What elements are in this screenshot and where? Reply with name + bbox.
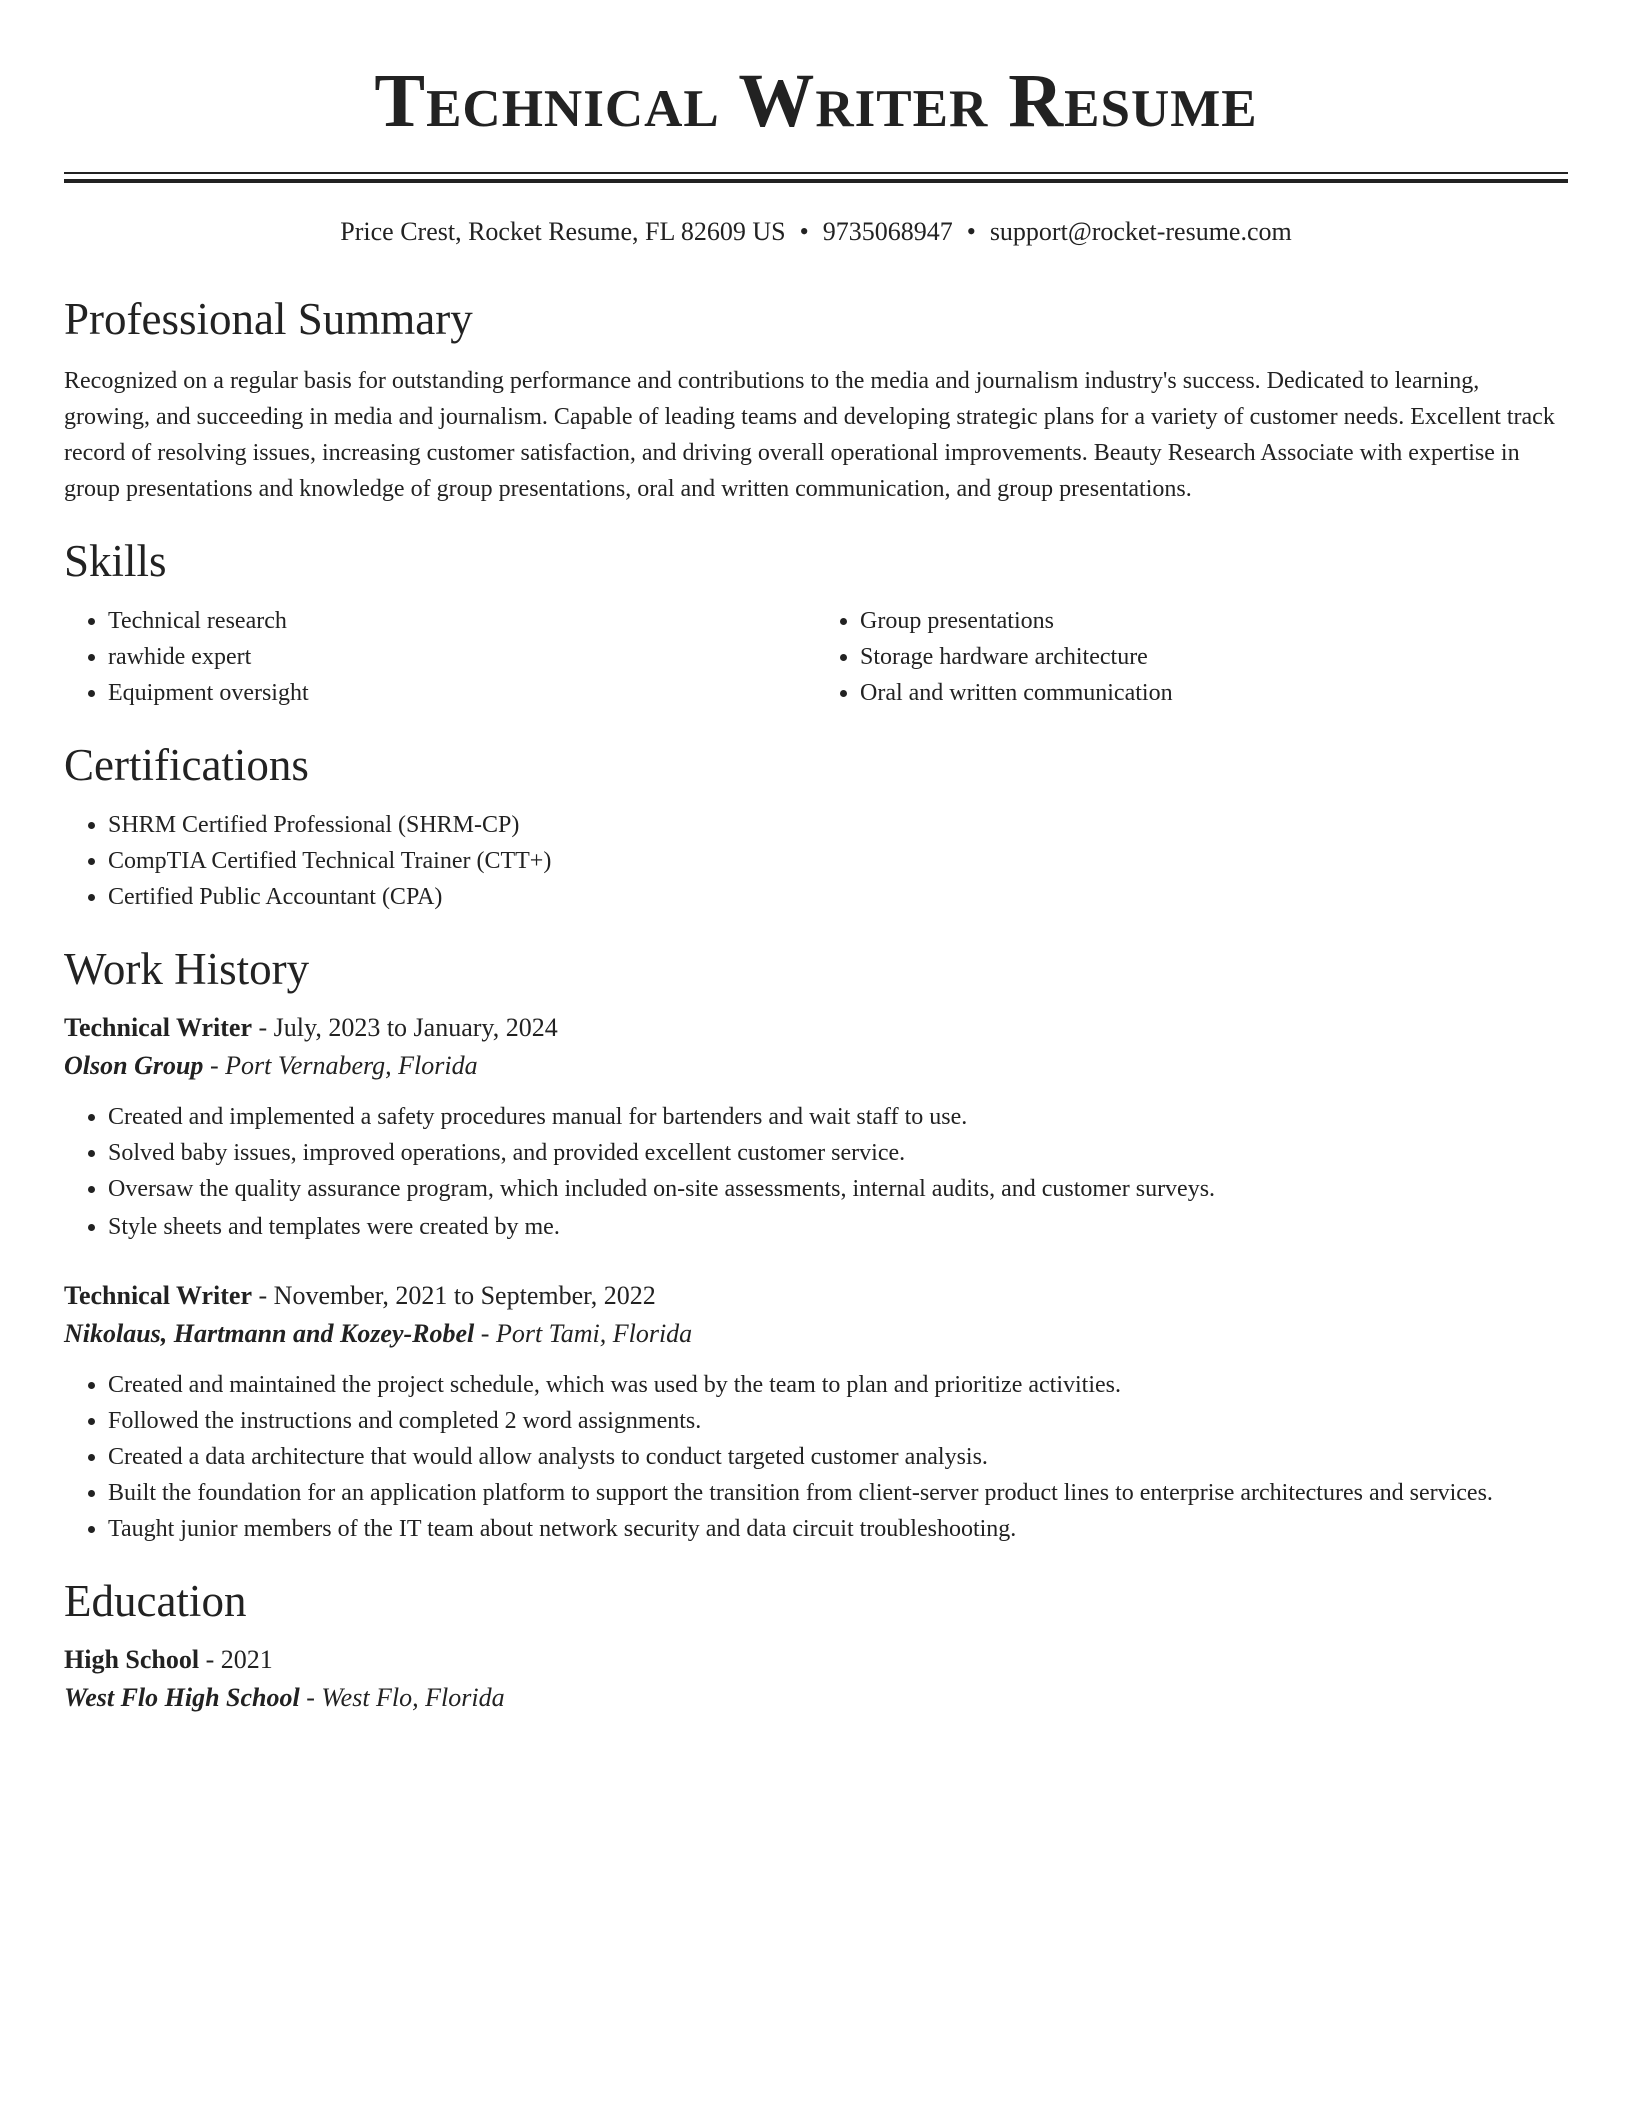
contact-phone: 9735068947 (822, 217, 953, 246)
education-school (64, 1679, 1568, 1717)
skill-item: • Oral and written communication (860, 675, 1568, 711)
skill-item: • Equipment oversight (108, 675, 816, 711)
certifications-heading: Certifications (64, 740, 309, 790)
page-title: Technical Writer Resume (374, 59, 1258, 143)
education-heading: Education (64, 1576, 247, 1626)
contact-line (64, 215, 1568, 249)
summary-heading: Professional Summary (64, 294, 473, 344)
skills-list (64, 603, 1568, 711)
certifications-list (64, 807, 1568, 915)
job-employer (64, 1047, 1568, 1085)
skills-column-right (816, 603, 1568, 711)
duty-item: • Created and maintained the project schedule, which was used by the team to plan and prioritize activities. (108, 1367, 1568, 1403)
school-name: West Flo High School (64, 1683, 300, 1712)
divider-line-thin (64, 172, 1568, 174)
certification-item: • CompTIA Certified Technical Trainer (CTT+) (108, 843, 1568, 879)
certification-item: • Certified Public Accountant (CPA) (108, 879, 1568, 915)
job-duties (64, 1099, 1568, 1245)
duty-item: • Followed the instructions and completed 2 word assignments. (108, 1403, 1568, 1439)
job-employer (64, 1315, 1568, 1353)
degree-name: High School (64, 1645, 200, 1674)
job-location: - Port Vernaberg, Florida (203, 1051, 478, 1080)
skill-item: • Group presentations (860, 603, 1568, 639)
duty-item: • Built the foundation for an application platform to support the transition from client-server product lines to enterprise architectures and services. (108, 1475, 1568, 1511)
work-history-heading: Work History (64, 944, 310, 994)
skill-item: • rawhide expert (108, 639, 816, 675)
job-duties (64, 1367, 1568, 1547)
company-name: Olson Group (64, 1051, 204, 1080)
duty-item: • Taught junior members of the IT team about network security and data circuit troubleshooting. (108, 1511, 1568, 1547)
job-title: Technical Writer (64, 1281, 253, 1310)
job-entry (64, 1009, 1568, 1245)
summary-text: Recognized on a regular basis for outstanding performance and contributions to the media and journalism industry's success. Dedicated to learning, growing, and succeeding in media and journalism. Capable of leading teams and developing strategic plans for a variety of customer needs. Excellent track record of resolving issues, increasing customer satisfaction, and driving overall operational improvements. Beauty Research Associate with expertise in group presentations and knowledge of group presentations, oral and written communication, and group presentations. (64, 368, 1555, 502)
skills-column-left (64, 603, 816, 711)
skills-heading: Skills (64, 536, 167, 586)
duty-item: • Oversaw the quality assurance program, which included on-site assessments, internal audits, and customer surveys. (108, 1171, 1568, 1207)
contact-email: support@rocket-resume.com (989, 217, 1292, 246)
job-header (64, 1277, 1568, 1315)
job-entry (64, 1277, 1568, 1547)
skill-item: • Technical research (108, 603, 816, 639)
school-location: - West Flo, Florida (299, 1683, 505, 1712)
job-dates: - November, 2021 to September, 2022 (252, 1281, 656, 1310)
divider-line-thick (64, 179, 1568, 183)
skill-item: • Storage hardware architecture (860, 639, 1568, 675)
education-entry (64, 1641, 1568, 1717)
contact-address: Price Crest, Rocket Resume, FL 82609 US (340, 217, 786, 246)
job-location: - Port Tami, Florida (474, 1319, 693, 1348)
job-title: Technical Writer (64, 1013, 253, 1042)
job-dates: - July, 2023 to January, 2024 (252, 1013, 558, 1042)
duty-item: • Style sheets and templates were created by me. (108, 1209, 1568, 1245)
duty-item: • Solved baby issues, improved operations, and provided excellent customer service. (108, 1135, 1568, 1171)
duty-item: • Created and implemented a safety procedures manual for bartenders and wait staff to use. (108, 1099, 1568, 1135)
education-header (64, 1641, 1568, 1679)
contact-separator: • (799, 217, 809, 246)
contact-separator: • (966, 217, 976, 246)
job-header (64, 1009, 1568, 1047)
education-year: - 2021 (199, 1645, 273, 1674)
title-divider (64, 172, 1568, 182)
company-name: Nikolaus, Hartmann and Kozey-Robel (64, 1319, 475, 1348)
certification-item: • SHRM Certified Professional (SHRM-CP) (108, 807, 1568, 843)
duty-item: • Created a data architecture that would allow analysts to conduct targeted customer analysis. (108, 1439, 1568, 1475)
